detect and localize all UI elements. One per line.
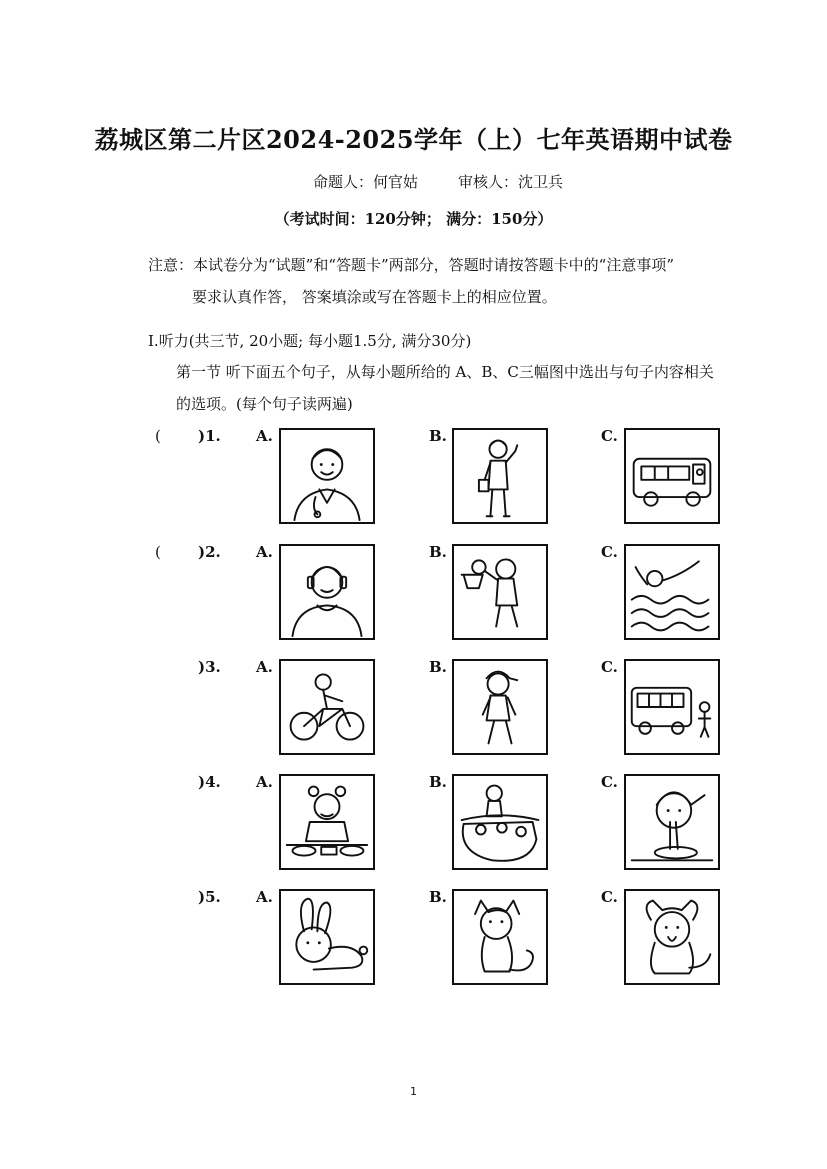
- option-label: A.: [256, 888, 273, 906]
- authors-line: [313, 171, 563, 192]
- notice-line-1: 注意：本试卷分为“试题”和“答题卡”两部分，答题时请按答题卡中的“注意事项”: [148, 256, 675, 274]
- boy-playing-basketball-picture: [452, 544, 548, 640]
- question-number: )3.: [198, 658, 221, 676]
- part-instruction-line-1: 第一节 听下面五个句子，从每小题所给的 A、B、C三幅图中选出与句子内容相关: [176, 363, 714, 381]
- option-label: C.: [601, 427, 618, 445]
- person-swimming-picture: [624, 544, 720, 640]
- question-number: )1.: [198, 427, 221, 445]
- page-number: 1: [410, 1085, 417, 1098]
- option-label: A.: [256, 658, 273, 676]
- option-label: B.: [429, 888, 447, 906]
- option-label: A.: [256, 543, 273, 561]
- doctor-portrait-picture: [279, 428, 375, 524]
- option-label: B.: [429, 773, 447, 791]
- rabbit-picture: [279, 889, 375, 985]
- part-instruction-line-2: 的选项。(每个句子读两遍): [176, 395, 353, 413]
- bus-and-child-picture: [624, 659, 720, 755]
- option-label: C.: [601, 773, 618, 791]
- bus-picture: [624, 428, 720, 524]
- question-number: )2.: [198, 543, 221, 561]
- question-number: )5.: [198, 888, 221, 906]
- option-label: B.: [429, 543, 447, 561]
- man-with-headphones-picture: [279, 544, 375, 640]
- exam-title: 荔城区第二片区2024-2025学年（上）七年英语期中试卷: [94, 125, 733, 154]
- notice-line-2: 要求认真作答， 答案填涂或写在答题卡上的相应位置。: [192, 288, 557, 306]
- girl-eating-noodles-picture: [624, 774, 720, 870]
- reviewer: 审核人：沈卫兵: [458, 173, 564, 191]
- girl-at-dinner-table-picture: [452, 774, 548, 870]
- answer-bracket: (: [155, 543, 161, 561]
- setter: 命题人：何官姑: [313, 173, 419, 191]
- exam-info: （考试时间：120分钟； 满分：150分）: [274, 210, 553, 228]
- question-number: )4.: [198, 773, 221, 791]
- boy-walking-with-cap-picture: [452, 659, 548, 755]
- option-label: C.: [601, 888, 618, 906]
- boy-waving-with-bag-picture: [452, 428, 548, 524]
- cat-picture: [452, 889, 548, 985]
- option-label: C.: [601, 658, 618, 676]
- option-label: A.: [256, 427, 273, 445]
- option-label: B.: [429, 658, 447, 676]
- girl-cooking-picture: [279, 774, 375, 870]
- option-label: B.: [429, 427, 447, 445]
- section-heading: Ⅰ.听力(共三节, 20小题; 每小题1.5分, 满分30分): [148, 332, 472, 350]
- boy-riding-bike-picture: [279, 659, 375, 755]
- option-label: C.: [601, 543, 618, 561]
- answer-bracket: (: [155, 427, 161, 445]
- dog-picture: [624, 889, 720, 985]
- option-label: A.: [256, 773, 273, 791]
